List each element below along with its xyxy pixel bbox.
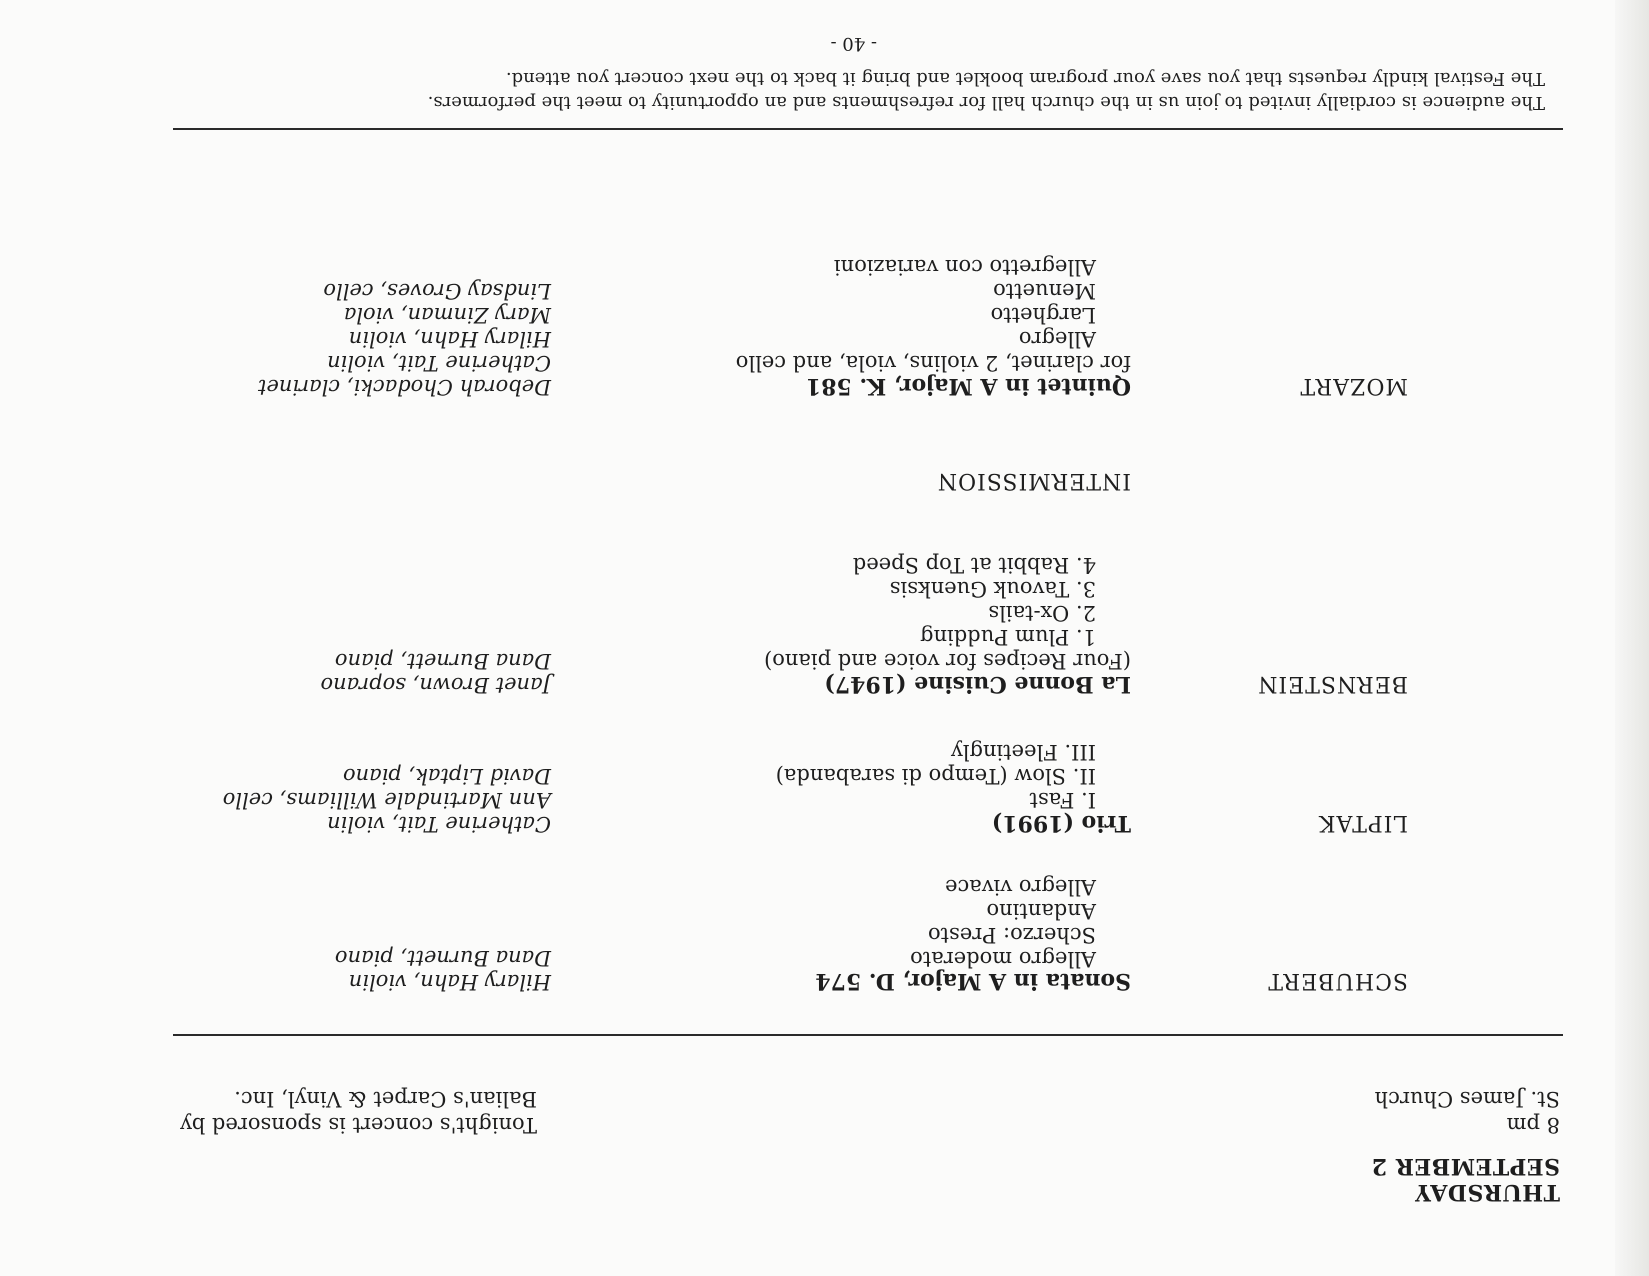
work-bernstein: La Bonne Cuisine (1947) xyxy=(824,671,1131,697)
composer-bernstein: BERNSTEIN xyxy=(1257,671,1408,696)
performer-bernstein-2: Dana Burnett, piano xyxy=(334,649,551,673)
movement-bernstein-2: 2. Ox-tails xyxy=(988,601,1096,625)
movement-liptak-1: I. Fast xyxy=(1029,788,1096,812)
subtitle-bernstein: (Four Recipes for voice and piano) xyxy=(764,649,1131,673)
movement-liptak-3: III. Fleetingly xyxy=(950,740,1096,764)
performer-liptak-1: Catherine Tait, violin xyxy=(327,812,551,836)
movement-bernstein-4: 4. Rabbit at Top Speed xyxy=(852,553,1096,577)
movement-schubert-3: Andantino xyxy=(986,899,1096,923)
subtitle-mozart: for clarinet, 2 violins, viola, and cello xyxy=(735,351,1131,375)
footer-request: The Festival kindly requests that you save your program booklet and bring it back to the next concert you attend. xyxy=(505,68,1545,89)
concert-date: SEPTEMBER 2 xyxy=(1371,1153,1560,1179)
concert-time: 8 pm xyxy=(1506,1113,1560,1137)
concert-day: THURSDAY xyxy=(1414,1179,1560,1205)
movement-mozart-3: Menuetto xyxy=(993,279,1096,303)
movement-mozart-2: Larghetto xyxy=(990,303,1096,327)
composer-mozart: MOZART xyxy=(1299,373,1408,398)
performer-liptak-2: Ann Martindale Williams, cello xyxy=(222,788,551,812)
concert-venue: St. James Church xyxy=(1374,1087,1560,1111)
time-venue xyxy=(1375,1086,1560,1138)
work-schubert: Sonata in A Major, D. 574 xyxy=(815,968,1131,994)
movement-bernstein-1: 1. Plum Pudding xyxy=(920,625,1096,649)
performer-mozart-3: Hilary Hahn, violin xyxy=(348,327,551,351)
performer-mozart-4: Mary Zinman, viola xyxy=(343,303,551,327)
work-mozart: Quintet in A Major, K. 581 xyxy=(805,373,1131,399)
performer-mozart-5: Lindsay Groves, cello xyxy=(323,279,551,303)
sponsor-line-2: Balian's Carpet & Vinyl, Inc. xyxy=(234,1087,537,1111)
page-edge-shadow xyxy=(1615,0,1649,1276)
performer-mozart-2: Catherine Tait, violin xyxy=(327,351,551,375)
composer-schubert: SCHUBERT xyxy=(1267,968,1408,993)
sponsor-line-1: Tonight's concert is sponsored by xyxy=(179,1113,537,1137)
footer-invitation: The audience is cordially invited to join us in the church hall for refreshments and an opportunity to meet the performers. xyxy=(427,92,1545,113)
performer-schubert-2: Dana Burnett, piano xyxy=(334,946,551,970)
movement-liptak-2: II. Slow (Tempo di sarabanda) xyxy=(775,764,1096,788)
intermission-label: INTERMISSION xyxy=(936,468,1131,493)
movement-mozart-1: Allegro xyxy=(1018,327,1096,351)
header-divider xyxy=(173,1034,1563,1036)
movement-schubert-1: Allegro moderato xyxy=(910,947,1096,971)
movement-schubert-2: Scherzo: Presto xyxy=(927,923,1096,947)
concert-day-header xyxy=(1371,1153,1560,1205)
performer-liptak-3: David Liptak, piano xyxy=(342,764,551,788)
movement-bernstein-3: 3. Tavouk Guenksis xyxy=(889,577,1096,601)
movement-mozart-4: Allegretto con variazioni xyxy=(833,255,1096,279)
performer-mozart-1: Deborah Chodacki, clarinet xyxy=(257,375,551,399)
movement-schubert-4: Allegro vivace xyxy=(945,875,1096,899)
sponsor-note xyxy=(180,1086,537,1138)
composer-liptak: LIPTAK xyxy=(1318,810,1408,835)
performer-bernstein-1: Janet Brown, soprano xyxy=(320,673,551,697)
performer-schubert-1: Hilary Hahn, violin xyxy=(348,970,551,994)
page-number: - 40 - xyxy=(830,33,877,54)
footer-divider xyxy=(173,128,1563,130)
work-liptak: Trio (1991) xyxy=(991,810,1131,836)
